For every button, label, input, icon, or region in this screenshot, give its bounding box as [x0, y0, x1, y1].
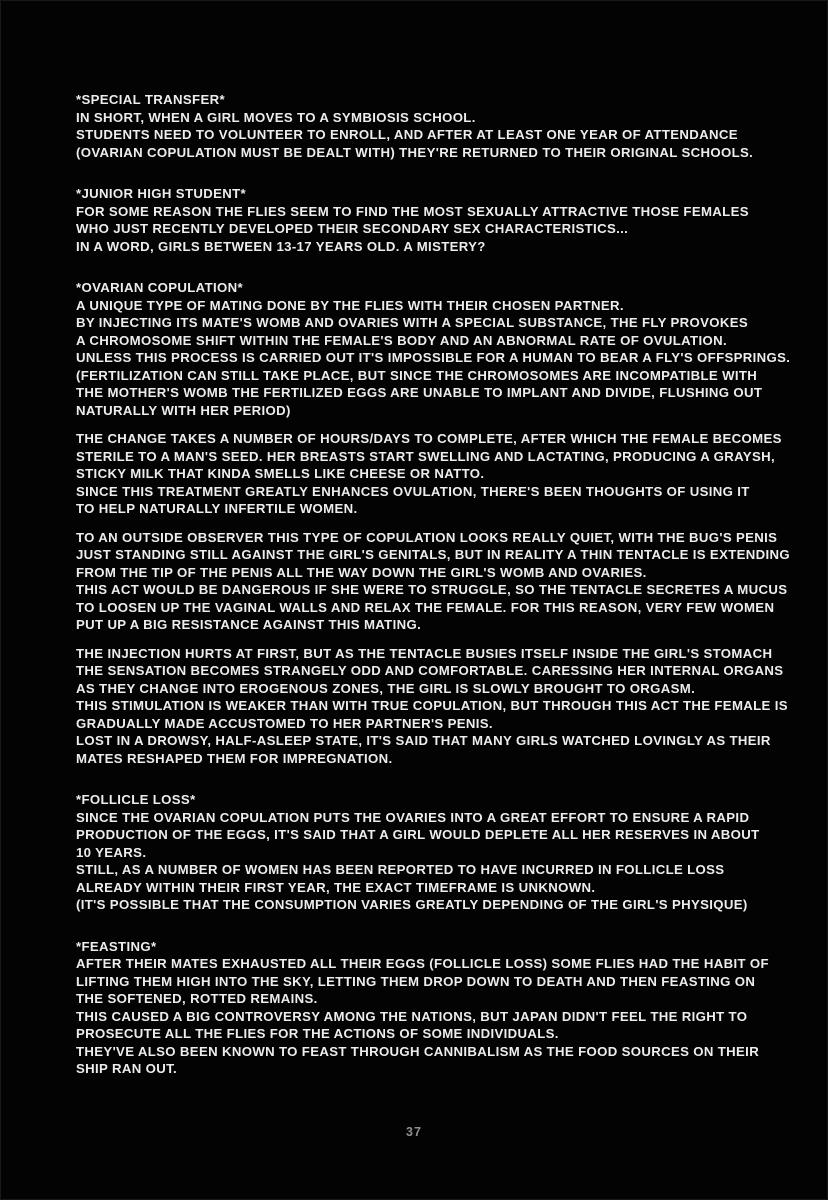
text-line: TO HELP NATURALLY INFERTILE WOMEN. [76, 501, 358, 516]
text-line: LOST IN A DROWSY, HALF-ASLEEP STATE, IT'S SAID THAT MANY GIRLS WATCHED LOVINGLY AS THEIR [76, 733, 771, 748]
text-line: THE MOTHER'S WOMB THE FERTILIZED EGGS ARE UNABLE TO IMPLANT AND DIVIDE, FLUSHING OUT [76, 385, 763, 400]
text-line: LIFTING THEM HIGH INTO THE SKY, LETTING THEM DROP DOWN TO DEATH AND THEN FEASTING ON [76, 973, 756, 989]
text-line: STILL, AS A NUMBER OF WOMEN HAS BEEN REPORTED TO HAVE INCURRED IN FOLLICLE LOSS [76, 862, 725, 877]
text-line: FOR SOME REASON THE FLIES SEEM TO FIND THE MOST SEXUALLY ATTRACTIVE THOSE FEMALES [76, 203, 749, 219]
section-title: *FOLLICLE LOSS* [76, 792, 196, 807]
page-number: 37 [406, 1125, 422, 1139]
section-title: *FEASTING* [76, 938, 157, 954]
section-title: *JUNIOR HIGH STUDENT* [76, 186, 247, 201]
text-line: AS THEY CHANGE INTO EROGENOUS ZONES, THE GIRL IS SLOWLY BROUGHT TO ORGASM. [76, 680, 696, 696]
text-line: PUT UP A BIG RESISTANCE AGAINST THIS MATING. [76, 617, 422, 632]
text-line: TO LOOSEN UP THE VAGINAL WALLS AND RELAX THE FEMALE. FOR THIS REASON, VERY FEW WOMEN [76, 599, 775, 615]
text-line: STUDENTS NEED TO VOLUNTEER TO ENROLL, AND AFTER AT LEAST ONE YEAR OF ATTENDANCE [76, 127, 738, 142]
text-line: ALREADY WITHIN THEIR FIRST YEAR, THE EXACT TIMEFRAME IS UNKNOWN. [76, 879, 596, 895]
text-line: THIS STIMULATION IS WEAKER THAN WITH TRUE COPULATION, BUT THROUGH THIS ACT THE FEMALE IS [76, 698, 788, 713]
section-title: *SPECIAL TRANSFER* [76, 92, 225, 107]
text-line: THIS CAUSED A BIG CONTROVERSY AMONG THE NATIONS, BUT JAPAN DIDN'T FEEL THE RIGHT TO [76, 1008, 748, 1024]
text-line: THIS ACT WOULD BE DANGEROUS IF SHE WERE TO STRUGGLE, SO THE TENTACLE SECRETES A MUCUS [76, 582, 788, 597]
text-line: THEY'VE ALSO BEEN KNOWN TO FEAST THROUGH CANNIBALISM AS THE FOOD SOURCES ON THEIR [76, 1043, 760, 1059]
text-line: SHIP RAN OUT. [76, 1061, 178, 1076]
text-line: 10 YEARS. [76, 844, 147, 860]
text-line: FROM THE TIP OF THE PENIS ALL THE WAY DOWN THE GIRL'S WOMB AND OVARIES. [76, 564, 647, 580]
section-title: *OVARIAN COPULATION* [76, 280, 243, 295]
text-line: NATURALLY WITH HER PERIOD) [76, 402, 291, 418]
section-follicle-loss [76, 791, 797, 914]
text-line: PROSECUTE ALL THE FLIES FOR THE ACTIONS OF SOME INDIVIDUALS. [76, 1026, 559, 1041]
paragraph-change-effects [76, 430, 797, 518]
text-line: THE SOFTENED, ROTTED REMAINS. [76, 991, 318, 1006]
text-line: STICKY MILK THAT KINDA SMELLS LIKE CHEESE OR NATTO. [76, 466, 485, 481]
paragraph-injection [76, 645, 797, 768]
section-ovarian-copulation [76, 279, 797, 419]
text-line: IN A WORD, GIRLS BETWEEN 13-17 YEARS OLD. A MISTERY? [76, 238, 486, 254]
section-feasting [76, 938, 797, 1078]
section-special-transfer [76, 91, 797, 161]
text-line: THE SENSATION BECOMES STRANGELY ODD AND COMFORTABLE. CARESSING HER INTERNAL ORGANS [76, 663, 784, 678]
text-line: (FERTILIZATION CAN STILL TAKE PLACE, BUT SINCE THE CHROMOSOMES ARE INCOMPATIBLE WITH [76, 367, 758, 383]
text-line: STERILE TO A MAN'S SEED. HER BREASTS START SWELLING AND LACTATING, PRODUCING A GRAYSH, [76, 448, 775, 464]
text-line: UNLESS THIS PROCESS IS CARRIED OUT IT'S IMPOSSIBLE FOR A HUMAN TO BEAR A FLY'S OFFSPRINGS. [76, 350, 791, 365]
text-line: IN SHORT, WHEN A GIRL MOVES TO A SYMBIOSIS SCHOOL. [76, 109, 476, 125]
text-line: GRADUALLY MADE ACCUSTOMED TO HER PARTNER'S PENIS. [76, 715, 493, 731]
text-line: PRODUCTION OF THE EGGS, IT'S SAID THAT A GIRL WOULD DEPLETE ALL HER RESERVES IN ABOUT [76, 827, 760, 842]
text-line: AFTER THEIR MATES EXHAUSTED ALL THEIR EGGS (FOLLICLE LOSS) SOME FLIES HAD THE HABIT OF [76, 956, 769, 971]
text-line: (OVARIAN COPULATION MUST BE DEALT WITH) THEY'RE RETURNED TO THEIR ORIGINAL SCHOOLS. [76, 144, 754, 160]
text-line: SINCE THIS TREATMENT GREATLY ENHANCES OVULATION, THERE'S BEEN THOUGHTS OF USING IT [76, 483, 750, 499]
text-line: (IT'S POSSIBLE THAT THE CONSUMPTION VARIES GREATLY DEPENDING OF THE GIRL'S PHYSIQUE) [76, 897, 748, 912]
text-line: THE CHANGE TAKES A NUMBER OF HOURS/DAYS TO COMPLETE, AFTER WHICH THE FEMALE BECOMES [76, 431, 782, 446]
text-line: WHO JUST RECENTLY DEVELOPED THEIR SECONDARY SEX CHARACTERISTICS... [76, 221, 629, 236]
section-junior-high-student [76, 185, 797, 255]
paragraph-outside-observer [76, 529, 797, 634]
text-line: TO AN OUTSIDE OBSERVER THIS TYPE OF COPULATION LOOKS REALLY QUIET, WITH THE BUG'S PENIS [76, 529, 778, 545]
text-line: SINCE THE OVARIAN COPULATION PUTS THE OVARIES INTO A GREAT EFFORT TO ENSURE A RAPID [76, 809, 750, 825]
text-line: A CHROMOSOME SHIFT WITHIN THE FEMALE'S BODY AND AN ABNORMAL RATE OF OVULATION. [76, 332, 727, 348]
text-line: THE INJECTION HURTS AT FIRST, BUT AS THE TENTACLE BUSIES ITSELF INSIDE THE GIRL'S STOMACH [76, 645, 773, 661]
glossary-text [76, 91, 797, 1078]
text-line: BY INJECTING ITS MATE'S WOMB AND OVARIES WITH A SPECIAL SUBSTANCE, THE FLY PROVOKES [76, 315, 749, 330]
text-line: JUST STANDING STILL AGAINST THE GIRL'S GENITALS, BUT IN REALITY A THIN TENTACLE IS EXTENDING [76, 547, 791, 562]
text-line: MATES RESHAPED THEM FOR IMPREGNATION. [76, 750, 393, 766]
text-line: A UNIQUE TYPE OF MATING DONE BY THE FLIES WITH THEIR CHOSEN PARTNER. [76, 297, 624, 313]
